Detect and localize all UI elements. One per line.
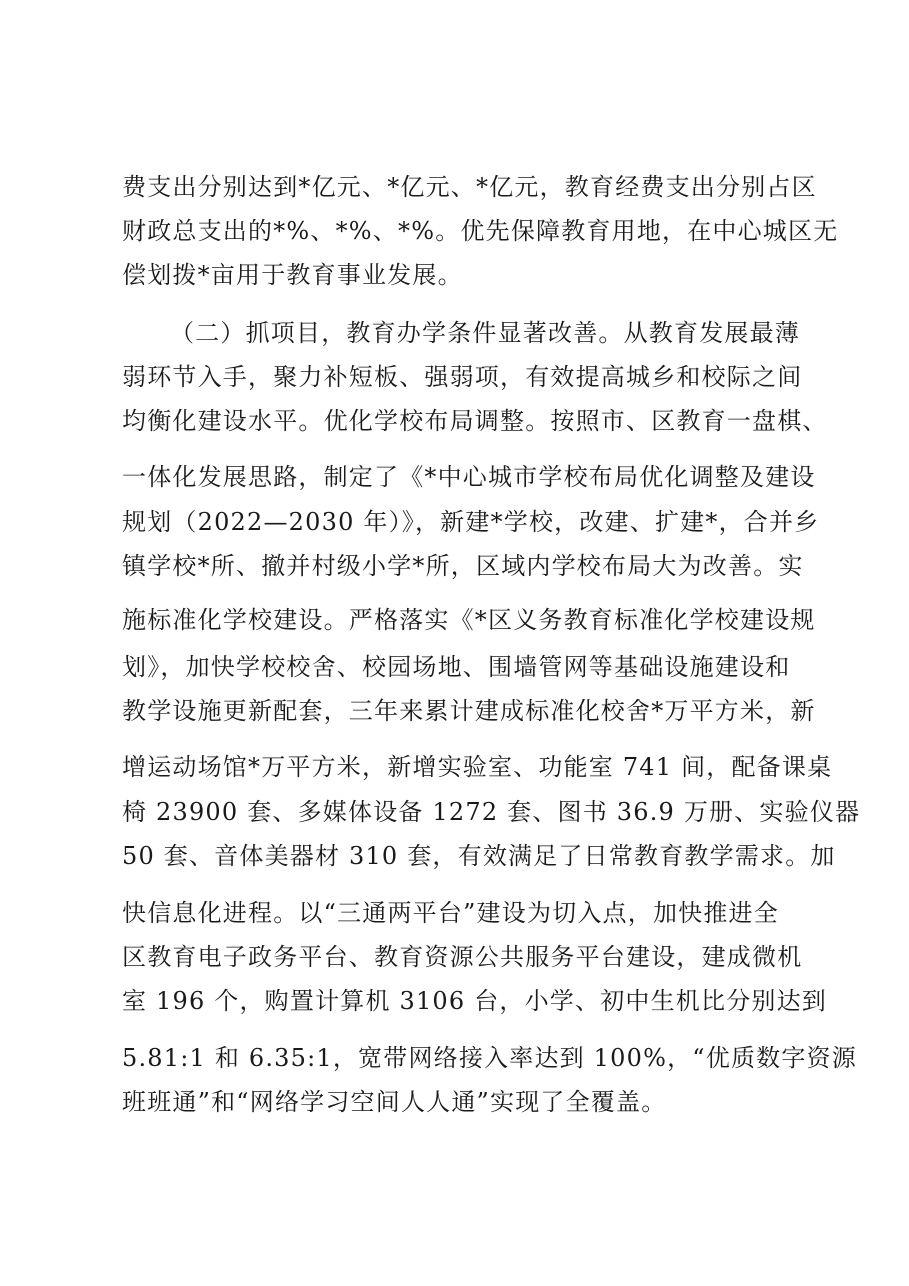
paragraph-2-line-17: 班班通”和“网络学习空间人人通”实现了全覆盖。 xyxy=(122,1088,667,1116)
paragraph-2-line-2: 弱环节入手，聚力补短板、强弱项，有效提高城乡和校际之间 xyxy=(122,363,803,391)
paragraph-2-line-3: 均衡化建设水平。优化学校布局调整。按照市、区教育一盘棋、 xyxy=(122,407,828,435)
paragraph-2-line-6: 镇学校*所、撤并村级小学*所，区域内学校布局大为改善。实 xyxy=(122,552,804,580)
paragraph-2-line-11: 椅 23900 套、多媒体设备 1272 套、图书 36.9 万册、实验仪器 xyxy=(122,798,861,826)
paragraph-2-line-8: 划》，加快学校校舍、校园场地、围墙管网等基础设施建设和 xyxy=(122,653,791,681)
paragraph-1-line-1: 费支出分别达到*亿元、*亿元、*亿元，教育经费支出分别占区 xyxy=(122,173,817,201)
paragraph-1-line-2: 财政总支出的*%、*%、*%。优先保障教育用地，在中心城区无 xyxy=(122,217,839,245)
paragraph-1-line-3: 偿划拨*亩用于教育事业发展。 xyxy=(122,261,463,289)
paragraph-2-line-13: 快信息化进程。以“三通两平台”建设为切入点，加快推进全 xyxy=(122,899,779,927)
paragraph-2-line-4: 一体化发展思路，制定了《*中心城市学校布局优化调整及建设 xyxy=(122,463,816,491)
paragraph-2-line-1: （二）抓项目，教育办学条件显著改善。从教育发展最薄 xyxy=(170,319,800,347)
paragraph-2-line-7: 施标准化学校建设。严格落实《*区义务教育标准化学校建设规 xyxy=(122,606,816,634)
paragraph-2-line-5: 规划（2022—2030 年）》，新建*学校，改建、扩建*，合并乡 xyxy=(122,508,820,536)
paragraph-2-line-12: 50 套、音体美器材 310 套，有效满足了日常教育教学需求。加 xyxy=(122,842,836,870)
paragraph-2-line-10: 增运动场馆*万平方米，新增实验室、功能室 741 间，配备课桌 xyxy=(122,753,833,781)
paragraph-2-line-15: 室 196 个，购置计算机 3106 台，小学、初中生机比分别达到 xyxy=(122,987,828,1015)
paragraph-2-line-9: 教学设施更新配套，三年来累计建成标准化校舍*万平方米，新 xyxy=(122,697,816,725)
paragraph-2-line-14: 区教育电子政务平台、教育资源公共服务平台建设，建成微机 xyxy=(122,943,803,971)
paragraph-2-line-16: 5.81:1 和 6.35:1，宽带网络接入率达到 100%，“优质数字资源 xyxy=(122,1044,857,1072)
